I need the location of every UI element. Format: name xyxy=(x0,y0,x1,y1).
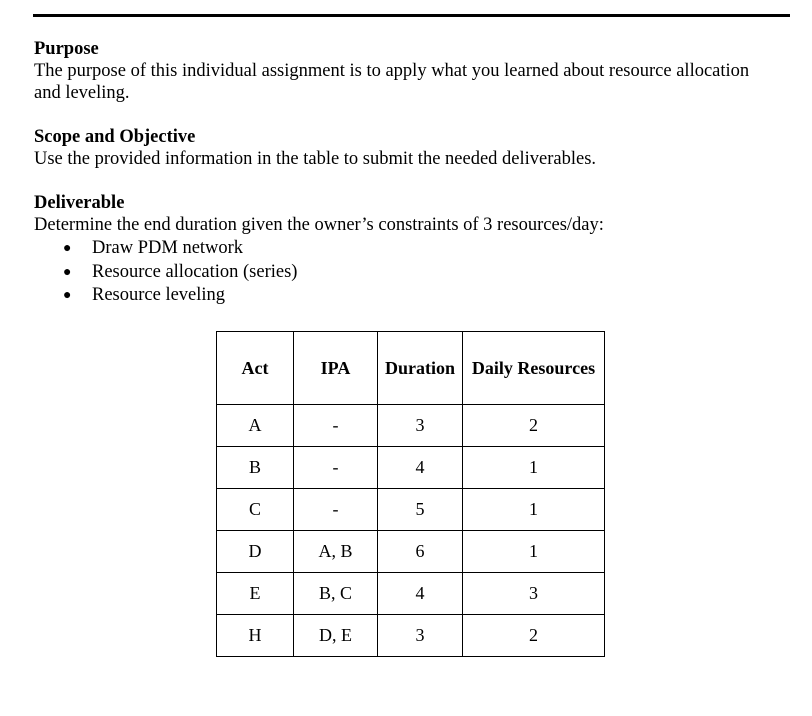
table-row xyxy=(217,573,605,615)
cell-duration: 3 xyxy=(378,615,463,657)
cell-act: D xyxy=(217,531,294,573)
purpose-heading: Purpose xyxy=(34,39,99,59)
cell-ipa: - xyxy=(294,447,378,489)
cell-daily-resources: 3 xyxy=(463,573,605,615)
cell-daily-resources: 1 xyxy=(463,489,605,531)
table-header-row xyxy=(217,332,605,405)
list-item-label: Resource allocation (series) xyxy=(92,261,298,282)
table-row xyxy=(217,447,605,489)
cell-act: A xyxy=(217,405,294,447)
cell-duration: 5 xyxy=(378,489,463,531)
table-row xyxy=(217,531,605,573)
header-daily-resources: Daily Resources xyxy=(463,332,605,405)
purpose-text-line-1: The purpose of this individual assignment is to apply what you learned about resource allocation xyxy=(34,61,750,81)
cell-ipa: B, C xyxy=(294,573,378,615)
cell-duration: 6 xyxy=(378,531,463,573)
header-act: Act xyxy=(217,332,294,405)
cell-ipa: A, B xyxy=(294,531,378,573)
cell-duration: 4 xyxy=(378,447,463,489)
list-item xyxy=(34,284,794,308)
deliverable-heading: Deliverable xyxy=(34,193,125,213)
scope-text: Use the provided information in the table to submit the needed deliverables. xyxy=(34,149,597,169)
cell-daily-resources: 2 xyxy=(463,405,605,447)
list-item xyxy=(34,237,794,261)
bullet-icon: ● xyxy=(63,288,72,303)
table-row xyxy=(217,615,605,657)
table-row xyxy=(217,489,605,531)
document-body xyxy=(34,38,794,308)
list-item-label: Resource leveling xyxy=(92,285,226,305)
purpose-text-line-2: and leveling. xyxy=(34,83,130,103)
cell-daily-resources: 1 xyxy=(463,447,605,489)
list-item xyxy=(34,261,794,285)
cell-ipa: - xyxy=(294,489,378,531)
deliverable-section xyxy=(34,192,794,308)
activity-table xyxy=(216,331,605,657)
cell-daily-resources: 2 xyxy=(463,615,605,657)
bullet-icon: ● xyxy=(63,264,72,280)
top-rule xyxy=(33,14,790,17)
cell-act: C xyxy=(217,489,294,531)
deliverable-list xyxy=(34,237,794,308)
cell-duration: 4 xyxy=(378,573,463,615)
cell-duration: 3 xyxy=(378,405,463,447)
bullet-icon: ● xyxy=(63,241,72,256)
purpose-section xyxy=(34,38,794,104)
cell-daily-resources: 1 xyxy=(463,531,605,573)
cell-act: H xyxy=(217,615,294,657)
scope-heading: Scope and Objective xyxy=(34,127,196,147)
header-ipa: IPA xyxy=(294,332,378,405)
deliverable-text: Determine the end duration given the owner’s constraints of 3 resources/day: xyxy=(34,215,604,235)
cell-act: E xyxy=(217,573,294,615)
cell-ipa: D, E xyxy=(294,615,378,657)
cell-ipa: - xyxy=(294,405,378,447)
list-item-label: Draw PDM network xyxy=(92,238,244,258)
table-row xyxy=(217,405,605,447)
scope-section xyxy=(34,126,794,170)
cell-act: B xyxy=(217,447,294,489)
header-duration: Duration xyxy=(378,332,463,405)
